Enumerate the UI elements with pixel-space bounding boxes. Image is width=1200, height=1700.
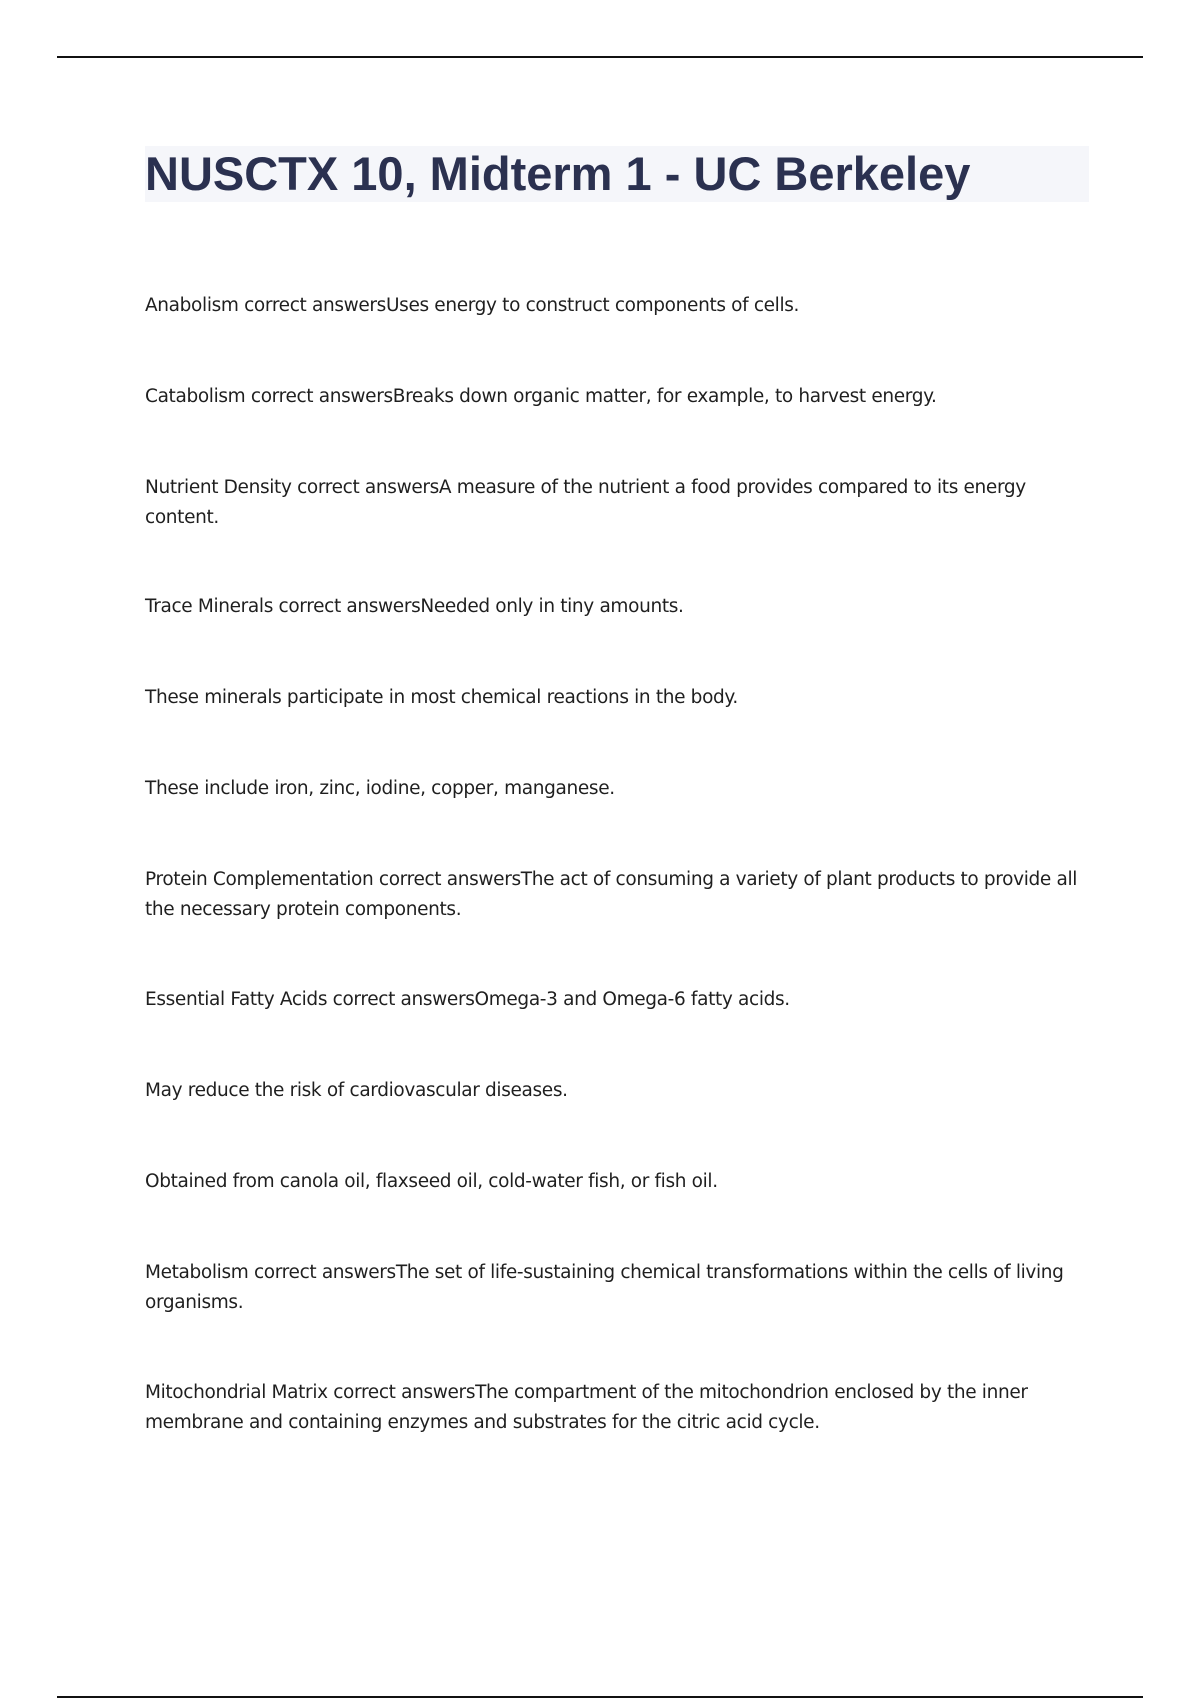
- page-bottom-rule: [57, 1696, 1143, 1698]
- entry-essential-fatty-acids: Essential Fatty Acids correct answersOmega-3 and Omega-6 fatty acids.: [145, 989, 790, 1010]
- entry-protein-complementation: Protein Complementation correct answersThe act of consuming a variety of plant products to provide all the necessary protein components.: [145, 869, 1078, 920]
- page-top-rule: [57, 56, 1143, 58]
- entry-mitochondrial-matrix: Mitochondrial Matrix correct answersThe compartment of the mitochondrion enclosed by the inner membrane and containing enzymes and substrates for the citric acid cycle.: [145, 1382, 1028, 1433]
- entry-minerals-participate: These minerals participate in most chemical reactions in the body.: [145, 687, 738, 708]
- page-title: NUSCTX 10, Midterm 1 - UC Berkeley: [145, 147, 971, 200]
- entry-metabolism: Metabolism correct answersThe set of life-sustaining chemical transformations within the cells of living organisms.: [145, 1262, 1064, 1313]
- entry-trace-minerals: Trace Minerals correct answersNeeded only in tiny amounts.: [145, 596, 684, 617]
- entry-minerals-include: These include iron, zinc, iodine, copper, manganese.: [145, 778, 615, 799]
- entry-cardiovascular: May reduce the risk of cardiovascular diseases.: [145, 1080, 568, 1101]
- entry-obtained-from: Obtained from canola oil, flaxseed oil, cold-water fish, or fish oil.: [145, 1171, 718, 1192]
- entry-catabolism: Catabolism correct answersBreaks down organic matter, for example, to harvest energy.: [145, 386, 937, 407]
- entry-nutrient-density: Nutrient Density correct answersA measure of the nutrient a food provides compared to its energy content.: [145, 477, 1026, 528]
- entry-anabolism: Anabolism correct answersUses energy to construct components of cells.: [145, 295, 800, 316]
